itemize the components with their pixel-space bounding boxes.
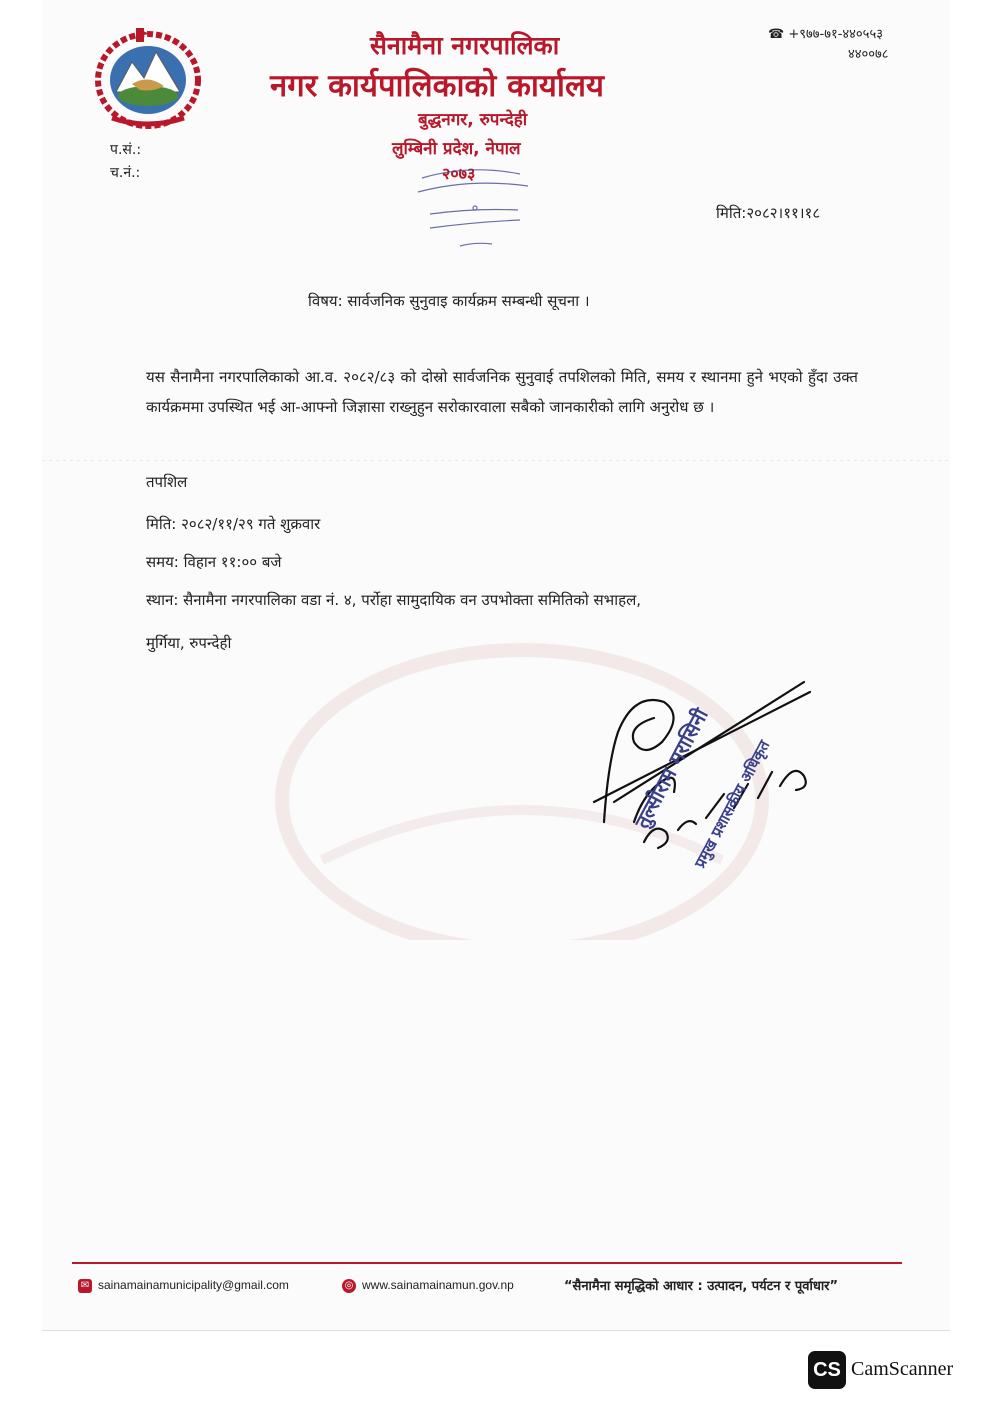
address-line-1: बुद्धनगर, रुपन्देही [418, 110, 528, 130]
address-line-2: लुम्बिनी प्रदेश, नेपाल [392, 139, 521, 159]
globe-icon: ◎ [342, 1279, 356, 1293]
body-paragraph: यस सैनामैना नगरपालिकाको आ.व. २०८२/८३ को दोस्रो सार्वजनिक सुनुवाई तपशिलको मिति, समय र स्थानमा हुने भएको हुँदा उक्त कार्यक्रममा उपस्थित भई आ-आफ्नो जिज्ञासा राख्नुहुन सरोकारवाला सबैको जानकारीको लागि अनुरोध छ । [146, 368, 858, 416]
footer-motto: “सैनामैना समृद्धिको आधार : उत्पादन, पर्यटन र पूर्वाधार” [564, 1279, 839, 1294]
handwritten-signature-icon [574, 672, 874, 892]
signatory-title: प्रमुख प्रशासकीय अधिकृत [690, 737, 774, 871]
footer-divider [72, 1262, 902, 1264]
event-time: समय: विहान ११:०० बजे [146, 553, 282, 571]
office-stamp-icon [400, 158, 550, 268]
footer-email [78, 1278, 289, 1293]
patra-sankhya-label: प.सं.: [110, 142, 142, 158]
phone-number-2: ४४००७८ [848, 47, 889, 62]
event-place-continued: मुर्गिया, रुपन्देही [146, 634, 232, 652]
footer-website-text: www.sainamainamun.gov.np [362, 1278, 514, 1292]
camscanner-logo-icon: CS [808, 1351, 846, 1389]
established-year: २०७३ [442, 164, 476, 183]
event-date: मिति: २०८२/११/२९ गते शुक्रवार [146, 515, 321, 533]
camscanner-brand-name: CamScanner [851, 1358, 954, 1380]
footer-website [342, 1278, 514, 1293]
office-name: नगर कार्यपालिकाको कार्यालय [270, 68, 604, 104]
chalani-number-label: च.नं.: [110, 165, 141, 181]
phone-number-1: ☎ +९७७-७१-४४०५५३ [768, 27, 883, 42]
details-heading: तपशिल [146, 473, 188, 491]
scan-artifact-line [42, 460, 950, 461]
email-icon: ✉ [78, 1279, 92, 1293]
subject-line: विषय: सार्वजनिक सुनुवाइ कार्यक्रम सम्बन्धी सूचना । [308, 292, 590, 310]
letter-date: मिति:२०८२।११।१८ [716, 204, 821, 222]
signatory-name: तुल्सीराम मरासिनी [629, 704, 713, 833]
municipality-name: सैनामैना नगरपालिका [370, 31, 560, 60]
event-place: स्थान: सैनामैना नगरपालिका वडा नं. ४, पर्रोहा सामुदायिक वन उपभोक्ता समितिको सभाहल, [146, 591, 642, 609]
nepal-emblem-icon [92, 22, 204, 130]
footer-email-text: sainamainamunicipality@gmail.com [98, 1278, 289, 1292]
